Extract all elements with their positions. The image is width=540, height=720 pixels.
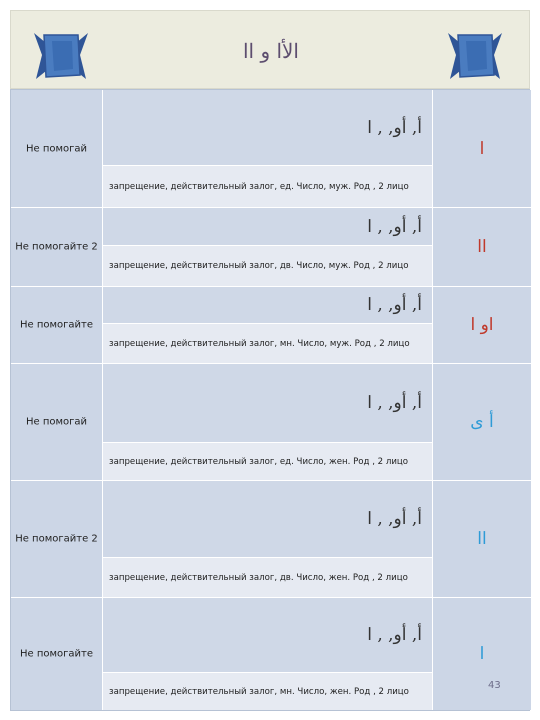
verb-form-cell (432, 364, 531, 480)
grammar-description-cell (103, 245, 432, 286)
translation-text: Не помогайте (19, 648, 94, 660)
scroll-banner-icon (446, 25, 504, 83)
translation-cell (11, 287, 103, 363)
translation-text: Не помогайте 2 (15, 533, 98, 545)
grammar-description-cell (103, 442, 432, 480)
translation-text: Не помогай (25, 416, 88, 428)
translation-text: Не помогай (25, 143, 88, 154)
translation-text: Не помогайте 2 (15, 241, 98, 253)
table-row (11, 208, 531, 286)
slide-title: الأا و اا (242, 39, 299, 63)
grammar-description-cell (103, 323, 432, 363)
arabic-pattern-cell (103, 287, 432, 323)
arabic-pattern-cell (103, 598, 432, 672)
translation-cell (11, 90, 103, 207)
scroll-banner-icon (32, 25, 90, 83)
conjugation-table (10, 89, 530, 711)
verb-form-text: ا (479, 138, 485, 159)
arabic-pattern-text: أ, أو, , ا (367, 295, 422, 315)
verb-form-text: اا (477, 529, 487, 549)
translation-cell (11, 598, 103, 710)
translation-cell (11, 364, 103, 480)
verb-form-cell (432, 598, 531, 710)
arabic-pattern-cell (103, 208, 432, 245)
translation-cell (11, 481, 103, 597)
translation-cell (11, 208, 103, 286)
arabic-pattern-cell (103, 481, 432, 557)
verb-form-text: ا (479, 644, 485, 664)
verb-form-text: اا (477, 237, 487, 257)
grammar-description-cell (103, 557, 432, 597)
grammar-description-text: запрещение, действительный залог, ед. Число, жен. Род , 2 лицо (109, 456, 409, 467)
translation-text: Не помогайте (19, 319, 94, 331)
grammar-description-text: запрещение, действительный залог, мн. Число, муж. Род , 2 лицо (109, 338, 410, 349)
arabic-pattern-text: أ, أو, , ا (367, 509, 422, 529)
table-row (11, 598, 531, 710)
arabic-pattern-cell (103, 364, 432, 442)
grammar-description-text: запрещение, действительный залог, дв. Число, жен. Род , 2 лицо (109, 572, 408, 583)
verb-form-cell (432, 287, 531, 363)
grammar-description-text: запрещение, действительный залог, дв. Число, муж. Род , 2 лицо (109, 261, 409, 271)
grammar-description-cell (103, 672, 432, 710)
table-row (11, 287, 531, 363)
table-row (11, 90, 531, 207)
arabic-pattern-cell (103, 90, 432, 165)
verb-form-text: أ ى (470, 412, 494, 432)
arabic-pattern-text: أ, أو, , ا (367, 393, 422, 413)
arabic-pattern-text: أ, أو, , ا (367, 216, 422, 237)
table-row (11, 481, 531, 597)
verb-form-cell (432, 481, 531, 597)
slide-header (10, 10, 530, 89)
arabic-pattern-text: أ, أو, , ا (367, 117, 422, 138)
arabic-pattern-text: أ, أو, , ا (367, 625, 422, 645)
verb-form-text: او ا (470, 315, 494, 335)
page-number: 43 (488, 680, 501, 691)
grammar-description-cell (103, 165, 432, 207)
grammar-description-text: запрещение, действительный залог, ед. Число, муж. Род , 2 лицо (109, 181, 409, 192)
table-row (11, 364, 531, 480)
verb-form-cell (432, 90, 531, 207)
grammar-description-text: запрещение, действительный залог, мн. Число, жен. Род , 2 лицо (109, 686, 409, 697)
verb-form-cell (432, 208, 531, 286)
